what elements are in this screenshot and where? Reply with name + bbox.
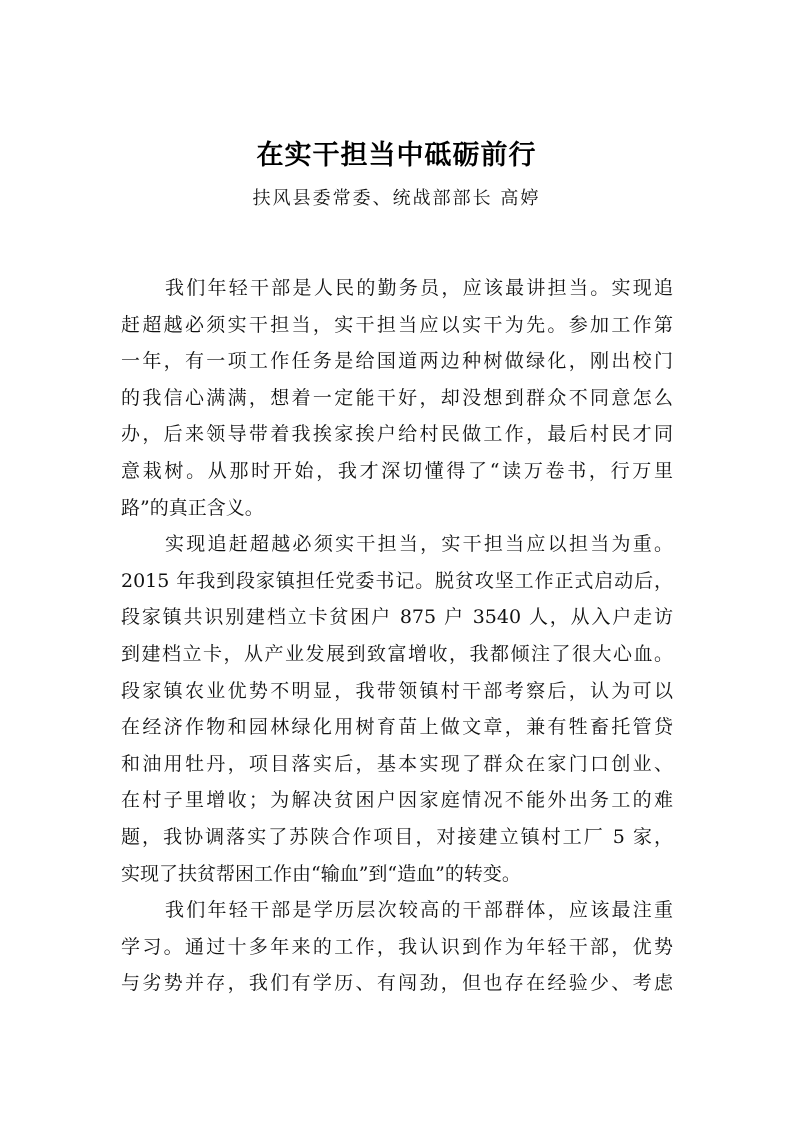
paragraph-line: 2015 年我到段家镇担任党委书记。脱贫攻坚工作正式启动后，: [121, 569, 673, 592]
paragraph-line: 在经济作物和园林绿化用树育苗上做文章，兼有牲畜托管贷: [121, 716, 673, 739]
paragraph-line: 实现了扶贫帮困工作由“输血”到“造血”的转变。: [121, 862, 521, 885]
paragraph-line: 一年，有一项工作任务是给国道两边种树做绿化，刚出校门: [121, 350, 673, 373]
paragraph-line: 到建档立卡，从产业发展到致富增收，我都倾注了很大心血。: [121, 642, 673, 665]
paragraph-line: 的我信心满满，想着一定能干好，却没想到群众不同意怎么: [121, 386, 673, 409]
document-body: [121, 270, 673, 1002]
paragraph-line: 意栽树。从那时开始，我才深切懂得了“读万卷书，行万里: [121, 459, 673, 482]
paragraph-line: 办，后来领导带着我挨家挨户给村民做工作，最后村民才同: [121, 423, 673, 446]
paragraph-line: 题，我协调落实了苏陕合作项目，对接建立镇村工厂 5 家，: [121, 825, 673, 848]
paragraph-line: 我们年轻干部是学历层次较高的干部群体，应该最注重: [165, 899, 673, 922]
paragraph-line: 在村子里增收；为解决贫困户因家庭情况不能外出务工的难: [121, 789, 673, 812]
document-title: 在实干担当中砥砺前行: [256, 140, 537, 171]
paragraph-line: 段家镇农业优势不明显，我带领镇村干部考察后，认为可以: [121, 679, 673, 702]
paragraph-line: 我们年轻干部是人民的勤务员，应该最讲担当。实现追: [165, 277, 673, 299]
paragraph-line: 路”的真正含义。: [121, 496, 264, 519]
paragraph-line: 学习。通过十多年来的工作，我认识到作为年轻干部，优势: [121, 935, 673, 958]
paragraph-line: 赶超越必须实干担当，实干担当应以实干为先。参加工作第: [121, 313, 673, 336]
author-line: 扶风县委常委、统战部部长 高婷: [252, 188, 541, 209]
paragraph-line: 和油用牡丹，项目落实后，基本实现了群众在家门口创业、: [121, 752, 673, 775]
paragraph-line: 实现追赶超越必须实干担当，实干担当应以担当为重。: [165, 533, 673, 556]
paragraph-line: 与劣势并存，我们有学历、有闯劲，但也存在经验少、考虑: [121, 972, 673, 995]
paragraph-line: 段家镇共识别建档立卡贫困户 875 户 3540 人，从入户走访: [121, 606, 673, 629]
